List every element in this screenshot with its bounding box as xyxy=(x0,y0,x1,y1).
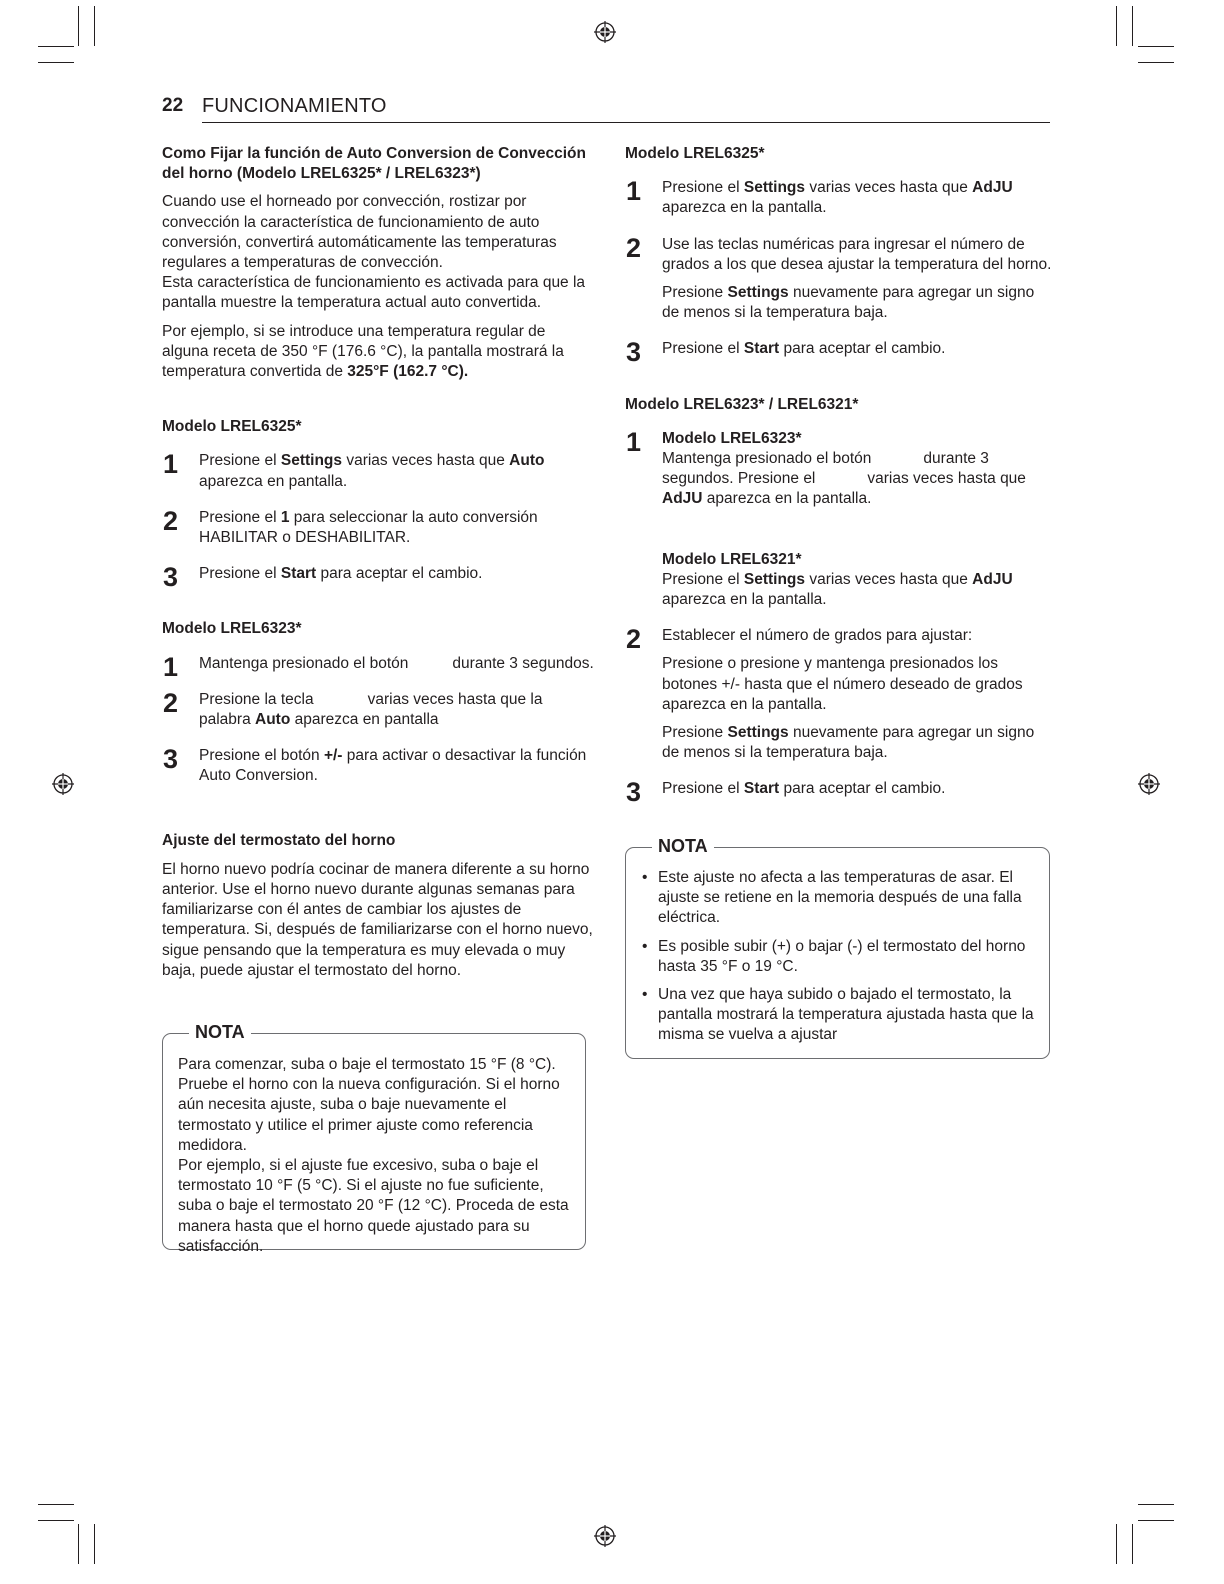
step-item xyxy=(625,426,1053,610)
step-paragraph xyxy=(662,449,1053,510)
step-key: Settings xyxy=(727,724,789,742)
crop-mark xyxy=(78,6,79,46)
crop-mark xyxy=(78,1524,79,1564)
step-number: 2 xyxy=(626,624,642,655)
note-box xyxy=(162,1022,586,1255)
step-text: Establecer el número de grados para ajustar: xyxy=(662,627,973,645)
crop-mark xyxy=(1116,6,1117,46)
step-item xyxy=(625,777,1053,808)
step-item xyxy=(625,178,1053,218)
step-key: +/- xyxy=(323,747,343,765)
step-paragraph xyxy=(662,283,1053,323)
step-item xyxy=(162,746,594,786)
step-text: Mantenga presionado el botón xyxy=(199,654,409,672)
step-text: aparezca en la pantalla. xyxy=(662,591,827,609)
step-text: Presione el xyxy=(199,452,281,470)
step-item xyxy=(625,626,1053,763)
page-number: 22 xyxy=(162,95,184,116)
step-text: nuevamente para agregar un signo de menos si la temperatura baja. xyxy=(662,284,1035,322)
note-content xyxy=(178,1055,576,1257)
model-heading: Modelo LREL6325* xyxy=(162,418,302,436)
model-heading: Modelo LREL6323* xyxy=(162,620,302,638)
auto-conversion-title xyxy=(162,144,594,184)
step-item xyxy=(162,651,594,682)
step-text: para activar o desactivar la función Auto Conversion. xyxy=(199,747,587,785)
step-number: 3 xyxy=(163,562,179,593)
step-key: AdJU xyxy=(662,490,703,508)
crop-mark xyxy=(1132,1524,1133,1564)
crop-mark xyxy=(1138,1520,1174,1521)
step-text: varias veces hasta que xyxy=(867,470,1026,488)
example-paragraph xyxy=(162,322,594,383)
step-text: varias veces hasta que xyxy=(805,570,973,588)
step-key: AdJU xyxy=(972,179,1013,197)
crop-mark xyxy=(1138,1504,1174,1505)
step-item xyxy=(625,337,1053,368)
model-heading: Modelo LREL6325* xyxy=(625,145,765,162)
step-paragraph xyxy=(662,723,1053,763)
step-key: Auto xyxy=(255,711,291,729)
step-text: Presione o presione y mantenga presionados los botones +/- hasta que el número deseado de grados aparezca en la pantalla. xyxy=(662,655,1023,713)
note-item: • Es posible subir (+) o bajar (-) el termostato del horno hasta 35 °F o 19 °C. xyxy=(641,937,1037,977)
crop-mark xyxy=(1132,6,1133,46)
header-divider xyxy=(202,122,1050,123)
step-number: 1 xyxy=(163,651,179,682)
step-text: Presione el xyxy=(662,179,744,197)
step-item xyxy=(162,451,594,491)
step-number: 1 xyxy=(163,449,179,480)
submodel-heading: Modelo LREL6323* xyxy=(662,429,802,447)
crop-mark xyxy=(38,1520,74,1521)
crop-mark xyxy=(94,1524,95,1564)
crop-mark xyxy=(38,62,74,63)
step-key: 1 xyxy=(280,508,290,526)
step-key: Settings xyxy=(727,284,789,302)
note-text: Para comenzar, suba o baje el termostato 15 °F (8 °C). Pruebe el horno con la nueva configuración. Si el horno aún necesita ajuste, suba o baje nuevamente el termostato y utilice el primer ajuste como referencia medidora. xyxy=(178,1056,560,1154)
step-number: 1 xyxy=(626,426,642,457)
step-text: para aceptar el cambio. xyxy=(316,565,483,583)
note-text: Por ejemplo, si el ajuste fue excesivo, suba o baje el termostato 10 °F (5 °C). Si el ajuste no fue suficiente, suba o baje el termostato 20 °F (12 °C). Proceda de esta manera hasta que el horno quede ajustado para su satisfacción. xyxy=(178,1157,569,1255)
crop-mark xyxy=(38,46,74,47)
step-text: aparezca en la pantalla. xyxy=(702,490,872,508)
note-label: NOTA xyxy=(189,1020,251,1044)
step-number: 3 xyxy=(626,777,642,808)
note-label: NOTA xyxy=(652,834,714,858)
step-text: varias veces hasta que la palabra xyxy=(199,690,543,729)
step-text: para aceptar el cambio. xyxy=(779,780,946,798)
step-text: Presione la tecla xyxy=(199,690,314,708)
step-key: Settings xyxy=(280,452,343,470)
step-text: Presione el xyxy=(199,565,281,583)
step-text: varias veces hasta que xyxy=(805,179,973,197)
step-number: 3 xyxy=(163,744,179,775)
step-paragraph xyxy=(662,570,1053,610)
step-key: Start xyxy=(280,565,317,583)
section-title: FUNCIONAMIENTO xyxy=(202,95,387,117)
step-item xyxy=(162,562,594,593)
step-text: durante 3 segundos. Presione el xyxy=(662,450,989,488)
step-key: Settings xyxy=(743,179,806,197)
model-heading: Modelo LREL6323* / LREL6321* xyxy=(625,395,859,413)
left-column xyxy=(162,144,594,981)
step-text: Presione el botón xyxy=(199,747,324,765)
intro-paragraph xyxy=(162,192,594,313)
step-text: Presione el xyxy=(662,780,744,798)
step-text: aparezca en pantalla xyxy=(290,711,439,729)
step-text: Presione el xyxy=(662,340,744,358)
step-key: Settings xyxy=(743,570,806,588)
step-text: aparezca en pantalla. xyxy=(199,472,348,490)
step-text: Use las teclas numéricas para ingresar el número de grados a los que desea ajustar la temperatura del horno. xyxy=(662,235,1052,273)
crop-mark xyxy=(38,1504,74,1505)
step-number: 3 xyxy=(626,337,642,368)
step-number: 2 xyxy=(626,232,642,263)
registration-mark-icon xyxy=(594,21,616,43)
submodel-heading: Modelo LREL6321* xyxy=(662,550,802,568)
right-column xyxy=(625,144,1053,808)
note-box xyxy=(625,836,1050,1059)
step-text: nuevamente para agregar un signo de menos si la temperatura baja. xyxy=(662,724,1035,762)
step-text: para seleccionar la auto conversión HABILITAR o DESHABILITAR. xyxy=(199,508,538,547)
step-item xyxy=(162,687,594,730)
step-item xyxy=(625,232,1053,324)
step-number: 2 xyxy=(163,687,179,718)
step-text: Presione el xyxy=(662,570,744,588)
crop-mark xyxy=(1116,1524,1117,1564)
note-list xyxy=(641,868,1037,1046)
example-value: 325°F (162.7 °C). xyxy=(347,363,469,381)
step-text: Mantenga presionado el botón xyxy=(662,450,872,468)
step-number: 1 xyxy=(626,176,642,207)
thermostat-heading: Ajuste del termostato del horno xyxy=(162,831,396,849)
step-text: durante 3 segundos. xyxy=(452,654,594,672)
step-text: Presione xyxy=(662,724,728,742)
title-line: Como Fijar la función de Auto Conversion de Convección xyxy=(162,145,586,162)
step-text: Presione el xyxy=(199,508,281,526)
registration-mark-icon xyxy=(1138,773,1160,795)
intro-text: Esta característica de funcionamiento es activada para que la pantalla muestre la temperatura actual auto convertida. xyxy=(162,274,586,312)
note-item: • Este ajuste no afecta a las temperaturas de asar. El ajuste se retiene en la memoria después de una falla eléctrica. xyxy=(641,868,1037,929)
step-key: Start xyxy=(743,340,780,358)
crop-mark xyxy=(1138,46,1174,47)
step-key: Auto xyxy=(509,452,545,470)
step-text: Presione xyxy=(662,284,728,302)
step-text: para aceptar el cambio. xyxy=(779,340,946,358)
intro-text: Cuando use el horneado por convección, rostizar por convección la característica de funcionamiento de auto conversión, convertirá automáticamente las temperaturas regulares a temperaturas de convección. xyxy=(162,193,557,272)
note-item: • Una vez que haya subido o bajado el termostato, la pantalla mostrará la temperatura ajustada hasta que la misma se vuelva a ajustar xyxy=(641,985,1037,1046)
step-number: 2 xyxy=(163,505,179,536)
crop-mark xyxy=(1138,62,1174,63)
registration-mark-icon xyxy=(594,1525,616,1547)
example-text: Por ejemplo, si se introduce una temperatura regular de alguna receta de 350 °F (176.6 °C), la pantalla mostrará la temperatura convertida de xyxy=(162,322,564,381)
thermostat-body: El horno nuevo podría cocinar de manera diferente a su horno anterior. Use el horno nuevo durante algunas semanas para familiarizarse con él antes de cambiar los ajustes de temperatura. Si, después de familiarizarse con el horno nuevo, sigue pensando que la temperatura es muy elevada o muy baja, puede ajustar el termostato del horno. xyxy=(162,860,593,979)
crop-mark xyxy=(94,6,95,46)
step-text: varias veces hasta que xyxy=(342,452,510,470)
registration-mark-icon xyxy=(52,773,74,795)
step-key: AdJU xyxy=(972,570,1013,588)
title-line: del horno (Modelo LREL6325* / LREL6323*) xyxy=(162,165,481,183)
step-text: aparezca en la pantalla. xyxy=(662,199,827,217)
step-key: Start xyxy=(743,780,780,798)
step-item xyxy=(162,505,594,548)
